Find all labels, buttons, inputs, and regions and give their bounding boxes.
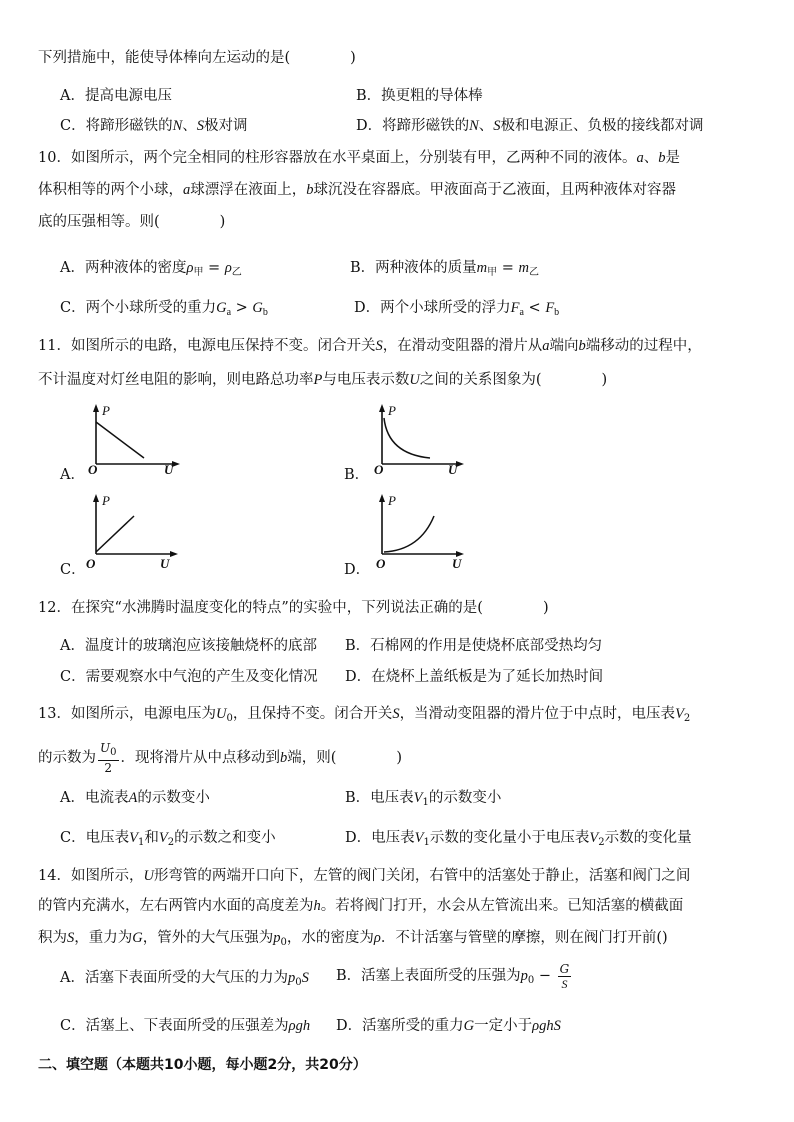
q11-graph-d-o-label: O [376, 556, 386, 571]
q11-graph-d-p-label: P [388, 493, 396, 508]
q13-option-a[interactable]: A．电流表A的示数变小 [60, 790, 210, 806]
q14-fraction: $\frac{G}{S}$ [559, 961, 570, 991]
q11-graph-b-p-label: P [388, 403, 396, 418]
q12-option-b[interactable]: B．石棉网的作用是使烧杯底部受热均匀 [345, 638, 603, 654]
q11-graph-a-p-label: P [102, 403, 110, 418]
q14-line3: 积为S，重力为G，管外的大气压强为$p_0$，水的密度为ρ．不计活塞与管壁的摩擦，则在阀门打开前() [38, 930, 668, 948]
q10-option-b[interactable]: B．两种液体的质量$m_甲 = m_乙$ [350, 260, 539, 278]
q11-option-a-label[interactable]: A． [60, 467, 85, 483]
q11-graph-b-u-label: U [448, 462, 458, 477]
q10-line1: 10．如图所示，两个完全相同的柱形容器放在水平桌面上，分别装有甲，乙两种不同的液体。a、b是 [38, 150, 680, 166]
q11-graph-a-u-label: U [164, 462, 174, 477]
q13-option-b[interactable]: B．电压表$V_1$的示数变小 [345, 790, 502, 808]
q11-option-b-label[interactable]: B． [344, 467, 370, 483]
q13-line1: 13．如图所示，电源电压为$U_0$，且保持不变。闭合开关S，当滑动变阻器的滑片位于中点时，电压表$V_2$ [38, 706, 691, 724]
q9-stem: 下列措施中，能使导体棒向左运动的是( ) [38, 50, 356, 66]
q9-option-b[interactable]: B．换更粗的导体棒 [356, 88, 483, 104]
q11-graph-d[interactable] [372, 494, 472, 560]
q10-option-c[interactable]: C．两个小球所受的重力$G_a > G_b$ [60, 300, 268, 318]
q11-line1: 11．如图所示的电路，电源电压保持不变。闭合开关S，在滑动变阻器的滑片从a端向b端移动的过程中， [38, 338, 702, 354]
q14-option-a[interactable]: A．活塞下表面所受的大气压的力为$p_0S$ [60, 970, 309, 988]
q11-graph-b[interactable] [372, 404, 472, 470]
q14-line2: 的管内充满水，左右两管内水面的高度差为h。若将阀门打开，水会从左管流出来。已知活塞的横截面 [38, 898, 684, 914]
q13-fraction: $\frac{U_0}{2}$ [100, 741, 117, 775]
q9-option-a[interactable]: A．提高电源电压 [60, 88, 172, 104]
q13-option-c[interactable]: C．电压表$V_1$和$V_2$的示数之和变小 [60, 830, 276, 848]
q9-option-d[interactable]: D．将蹄形磁铁的N、S极和电源正、负极的接线都对调 [356, 118, 704, 134]
section-2-title: 二、填空题（本题共10小题，每小题2分，共20分） [38, 1057, 367, 1073]
q11-graph-c-o-label: O [86, 556, 96, 571]
q14-line1: 14．如图所示，U形弯管的两端开口向下，左管的阀门关闭，右管中的活塞处于静止，活塞和阀门之间 [38, 868, 691, 884]
q10-option-a[interactable]: A．两种液体的密度$\rho_甲 = \rho_乙$ [60, 260, 242, 278]
q14-option-b[interactable]: B．活塞上表面所受的压强为$p_0$ − $\frac{G}{S}$ [336, 961, 570, 991]
q11-graph-b-o-label: O [374, 462, 384, 477]
q11-line2: 不计温度对灯丝电阻的影响，则电路总功率P与电压表示数U之间的关系图象为( ) [38, 372, 608, 388]
q12-option-d[interactable]: D．在烧杯上盖纸板是为了延长加热时间 [345, 669, 604, 685]
q10-option-d[interactable]: D．两个小球所受的浮力$F_a < F_b$ [354, 300, 560, 318]
q12-option-c[interactable]: C．需要观察水中气泡的产生及变化情况 [60, 669, 318, 685]
q13-option-d[interactable]: D．电压表$V_1$示数的变化量小于电压表$V_2$示数的变化量 [345, 830, 692, 848]
q9-option-c[interactable]: C．将蹄形磁铁的N、S极对调 [60, 118, 248, 134]
q10-line2: 体积相等的两个小球，a球漂浮在液面上，b球沉没在容器底。甲液面高于乙液面，且两种液体对容器 [38, 182, 676, 198]
q11-option-d-label[interactable]: D． [344, 562, 371, 578]
q11-graph-a[interactable] [86, 404, 186, 470]
q11-graph-d-u-label: U [452, 556, 462, 571]
q14-option-d[interactable]: D．活塞所受的重力G一定小于ρghS [336, 1018, 561, 1034]
q12-stem: 12．在探究“水沸腾时温度变化的特点”的实验中，下列说法正确的是( ) [38, 600, 549, 616]
q10-line3: 底的压强相等。则( ) [38, 214, 226, 230]
q11-graph-a-o-label: O [88, 462, 98, 477]
q13-line2: 的示数为 $\frac{U_0}{2}$ ．现将滑片从中点移动到b端，则( ) [38, 741, 403, 775]
q12-option-a[interactable]: A．温度计的玻璃泡应该接触烧杯的底部 [60, 638, 317, 654]
q11-graph-c-p-label: P [102, 493, 110, 508]
q14-option-c[interactable]: C．活塞上、下表面所受的压强差为ρgh [60, 1018, 311, 1034]
q11-option-c-label[interactable]: C． [60, 562, 86, 578]
q11-graph-c[interactable] [86, 494, 186, 560]
q11-graph-c-u-label: U [160, 556, 170, 571]
